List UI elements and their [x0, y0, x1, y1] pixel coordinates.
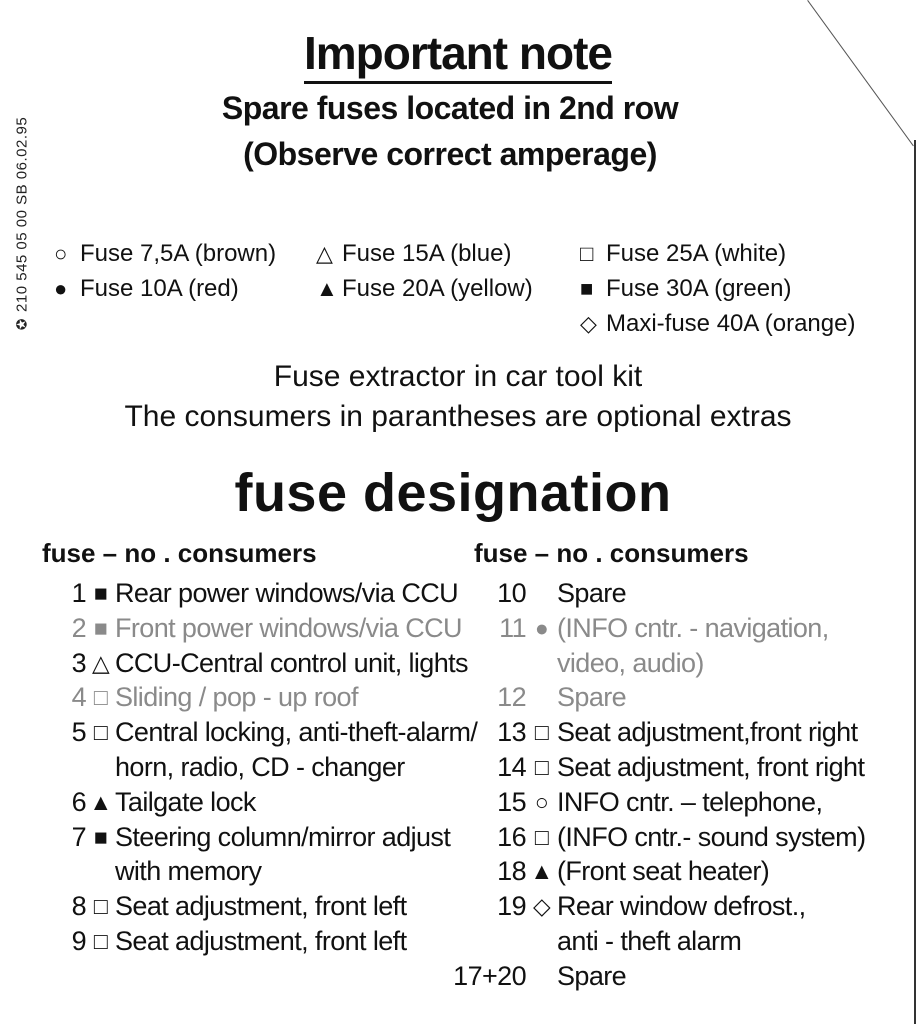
legend-label: Fuse 25A (white): [606, 240, 787, 267]
square-filled-icon: [86, 854, 115, 889]
fuse-number: 9: [71, 925, 86, 956]
fuse-number: [440, 924, 526, 959]
fuse-number: 6: [71, 786, 86, 817]
fuse-consumer: anti - theft alarm: [557, 925, 742, 956]
square-outline-icon: □: [534, 823, 549, 850]
fuse-row: [440, 611, 865, 646]
fuse-row: [30, 889, 477, 924]
fuse-consumer: Steering column/mirror adjust: [115, 821, 451, 852]
square-outline-icon: □: [580, 241, 594, 266]
fuse-consumer: (Front seat heater): [557, 856, 770, 887]
square-outline-icon: □: [93, 927, 108, 954]
triangle-outline-icon: △: [316, 241, 333, 266]
legend-label: Fuse 20A (yellow): [342, 275, 533, 302]
mercedes-star-icon: ✪: [13, 317, 30, 331]
fuse-number: 16: [497, 821, 526, 852]
fuse-consumer: Seat adjustment, front left: [115, 891, 407, 922]
triangle-outline-icon: △: [91, 649, 110, 676]
circle-filled-icon: [526, 646, 557, 681]
legend-label: Fuse 15A (blue): [342, 240, 512, 267]
square-filled-icon: ■: [93, 823, 108, 850]
square-outline-icon: □: [93, 893, 108, 920]
fuse-row: [440, 576, 865, 611]
diamond-outline-icon: ◇: [580, 311, 597, 336]
info-extractor: Fuse extractor in car tool kit: [273, 360, 643, 393]
fuse-row: [440, 750, 865, 785]
subtitle-1: Spare fuses located in 2nd row: [221, 90, 679, 126]
triangle-filled-icon: ▲: [316, 276, 338, 301]
fuse-number: 11: [499, 612, 526, 643]
fuse-consumer: (INFO cntr.- sound system): [557, 821, 866, 852]
fuse-consumer: horn, radio, CD - changer: [115, 751, 405, 782]
fuse-number: [440, 646, 526, 681]
fuse-row: [30, 785, 477, 820]
fuse-row: [30, 854, 477, 889]
circle-outline-icon: ○: [54, 241, 68, 266]
fuse-row: [440, 646, 865, 681]
fuse-row: [30, 646, 477, 681]
legend-column-2: [316, 236, 533, 306]
fuse-number: 17+20: [453, 960, 526, 991]
circle-filled-icon: ●: [54, 276, 68, 301]
fuse-row: [30, 924, 477, 959]
fuse-consumer: Spare: [557, 578, 627, 608]
square-outline-icon: □: [534, 719, 549, 746]
fuse-consumer: CCU-Central control unit, lights: [115, 647, 468, 678]
page-title: [0, 26, 916, 80]
fuse-consumer: with memory: [115, 856, 262, 887]
legend-item: [580, 236, 855, 271]
blank-icon: [526, 680, 557, 715]
fuse-consumer: video, audio): [557, 647, 704, 678]
legend-item: [54, 271, 276, 306]
legend-label: Maxi-fuse 40A (orange): [606, 310, 856, 337]
legend-label: Fuse 10A (red): [80, 275, 239, 302]
fuse-consumer: (INFO cntr. - navigation,: [557, 612, 829, 643]
section-title: fuse designation: [234, 463, 672, 523]
square-filled-icon: ■: [93, 580, 108, 606]
fuse-number: 4: [71, 682, 86, 713]
fuse-number: 18: [497, 856, 526, 887]
legend-column-1: [54, 236, 276, 306]
square-filled-icon: ■: [93, 614, 108, 641]
fuse-list-right: [440, 576, 865, 994]
fuse-consumer: Rear window defrost.,: [557, 891, 806, 922]
fuse-number: 2: [71, 612, 86, 643]
legend-item: [316, 271, 533, 306]
fuse-row: [30, 820, 477, 855]
subtitle-2: (Observe correct amperage): [243, 136, 657, 172]
fuse-list-left: [30, 576, 477, 959]
column-header-right: fuse – no . consumers: [474, 538, 749, 568]
fuse-consumer: Spare: [557, 960, 627, 991]
fuse-number: 12: [497, 682, 526, 713]
diamond-outline-icon: ◇: [532, 893, 551, 920]
circle-outline-icon: ○: [534, 788, 549, 815]
square-outline-icon: [86, 750, 115, 785]
fuse-row: [440, 924, 865, 959]
fuse-row: [440, 820, 865, 855]
fuse-row: [30, 576, 477, 611]
blank-icon: [526, 959, 557, 994]
fuse-number: 7: [71, 821, 86, 852]
square-filled-icon: ■: [580, 276, 594, 301]
side-code-text: 210 545 05 00 SB 06.02.95: [13, 116, 31, 312]
fuse-number: 8: [71, 891, 86, 922]
circle-filled-icon: ●: [534, 614, 549, 641]
fuse-consumer: Seat adjustment, front left: [115, 925, 407, 956]
fuse-number: 5: [71, 717, 86, 748]
column-header-left: fuse – no . consumers: [42, 538, 317, 568]
legend-label: Fuse 7,5A (brown): [80, 240, 277, 267]
fuse-number: 13: [497, 717, 526, 748]
fuse-number: 19: [497, 891, 526, 922]
legend-item: [316, 236, 533, 271]
blank-icon: [526, 576, 557, 611]
square-outline-icon: □: [534, 753, 549, 780]
triangle-filled-icon: ▲: [530, 858, 553, 885]
info-optional: The consumers in parantheses are optional extras: [124, 400, 792, 433]
legend-item: [580, 271, 855, 306]
square-outline-icon: □: [93, 719, 108, 746]
fuse-number: 10: [497, 578, 526, 608]
fuse-consumer: Seat adjustment, front right: [557, 751, 865, 782]
fuse-consumer: Rear power windows/via CCU: [115, 578, 459, 608]
fuse-number: 1: [71, 578, 86, 608]
fuse-row: [440, 715, 865, 750]
legend-label: Fuse 30A (green): [606, 275, 792, 302]
title-text: Important note: [304, 27, 612, 84]
fuse-number: [30, 854, 86, 889]
fuse-row: [30, 715, 477, 750]
fuse-row: [440, 854, 865, 889]
legend-column-3: [580, 236, 855, 341]
fuse-row: [30, 680, 477, 715]
fuse-row: [30, 611, 477, 646]
fuse-row: [440, 785, 865, 820]
fuse-row: [440, 680, 865, 715]
fuse-consumer: Front power windows/via CCU: [115, 612, 462, 643]
square-outline-icon: □: [93, 684, 108, 711]
legend-item: [580, 306, 855, 341]
fuse-number: 3: [71, 647, 86, 678]
fuse-row: [440, 889, 865, 924]
fuse-consumer: Seat adjustment,front right: [557, 717, 858, 748]
fuse-row: [30, 750, 477, 785]
diamond-outline-icon: [526, 924, 557, 959]
fuse-consumer: Sliding / pop - up roof: [115, 682, 358, 713]
fuse-number: [30, 750, 86, 785]
fuse-number: 15: [497, 786, 526, 817]
fuse-consumer: INFO cntr. – telephone,: [557, 786, 823, 817]
fuse-number: 14: [497, 751, 526, 782]
triangle-filled-icon: ▲: [89, 788, 112, 815]
fuse-consumer: Central locking, anti-theft-alarm/: [115, 717, 478, 748]
fuse-consumer: Tailgate lock: [115, 786, 256, 817]
fuse-consumer: Spare: [557, 682, 627, 713]
legend-item: [54, 236, 276, 271]
fuse-row: [440, 959, 865, 994]
